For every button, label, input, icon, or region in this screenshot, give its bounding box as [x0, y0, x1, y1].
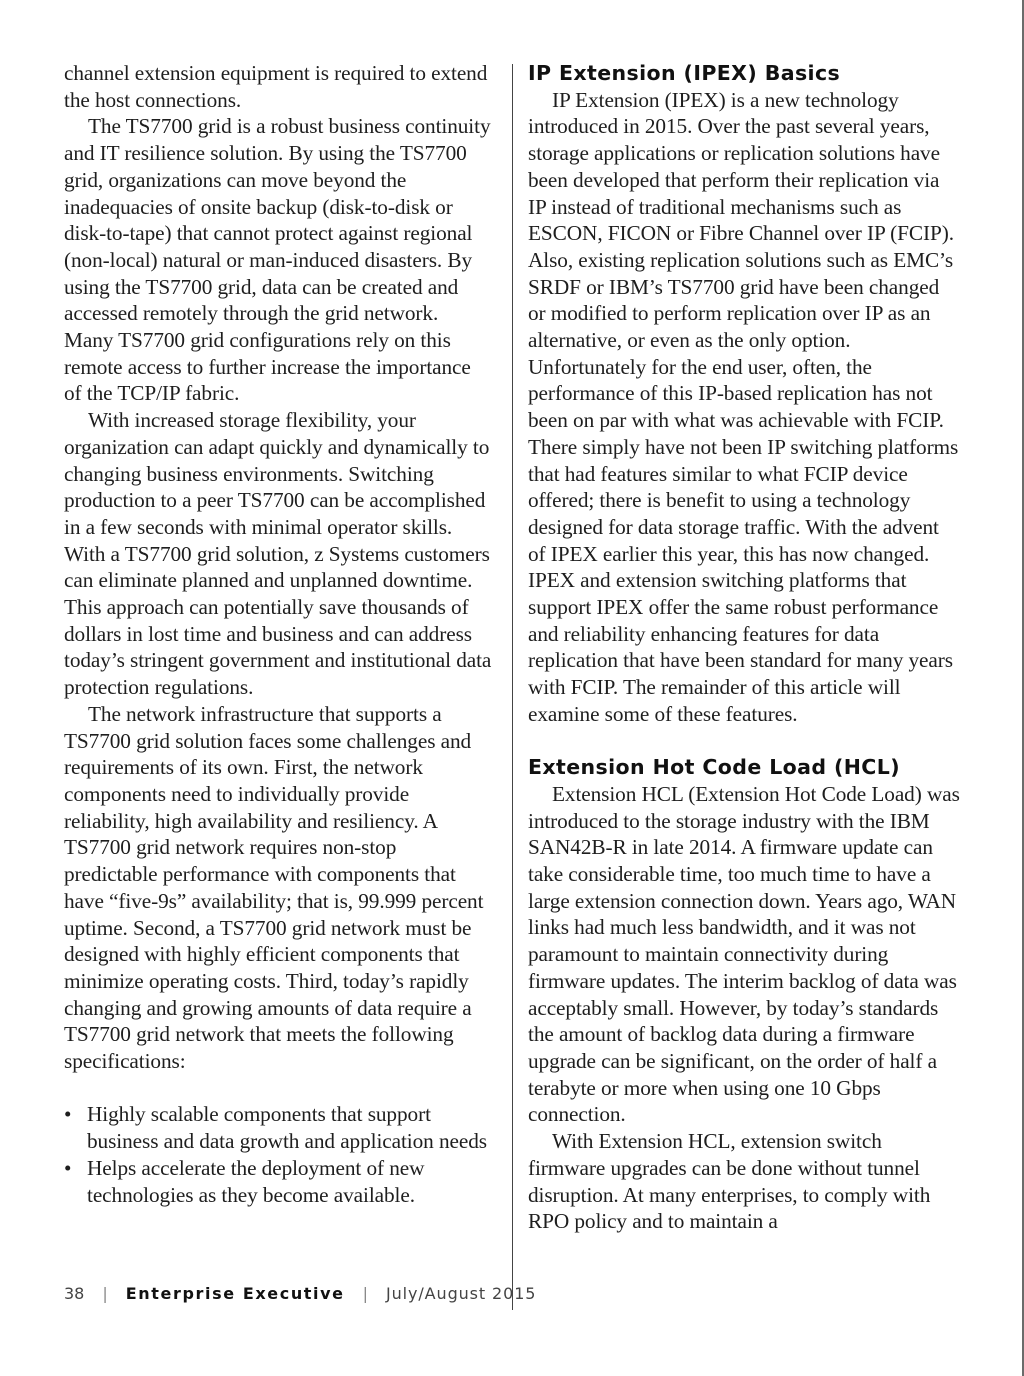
paragraph: With increased storage flexibility, your organization can adapt quickly and dynamically to changing business environments. Switching production to a peer TS7700 can be accomplished in a few seconds with minimal operator skills. With a TS7700 grid solution, z Systems customers can eliminate planned and unplanned downtime. This approach can potentially save thousands of dollars in lost time and business and can address today’s stringent government and institutional data protection regulations. [64, 408, 492, 700]
page-number: 38 [64, 1283, 85, 1303]
list-item-text: Highly scalable components that support business and data growth and application needs [87, 1102, 487, 1154]
section-heading-ipex: IP Extension (IPEX) Basics [528, 61, 841, 85]
list-item-text: Helps accelerate the deployment of new technologies as they become available. [87, 1155, 425, 1207]
issue-date: July/August 2015 [386, 1283, 537, 1303]
left-column [64, 60, 492, 1208]
bullet-icon: • [64, 1155, 72, 1180]
footer-separator: | [102, 1283, 108, 1303]
list-item [64, 1155, 492, 1208]
footer-separator: | [362, 1283, 369, 1303]
paragraph: The TS7700 grid is a robust business continuity and IT resilience solution. By using the TS7700 grid, organizations can move beyond the inadequacies of onsite backup (disk-to-disk or disk-to-tape) that cannot protect against regional (non-local) natural or man-induced disasters. By using the TS7700 grid, data can be created and accessed remotely through the grid network. Many TS7700 grid configurations rely on this remote access to further increase the importance of the TCP/IP fabric. [64, 114, 491, 406]
list-item [64, 1101, 492, 1154]
bullet-icon: • [64, 1102, 72, 1127]
page-footer [64, 1278, 536, 1308]
spacer [528, 728, 960, 755]
paragraph: With Extension HCL, extension switch firmware upgrades can be done without tunnel disruption. At many enterprises, to comply with RPO policy and to maintain a [528, 1129, 931, 1234]
paragraph: channel extension equipment is required to extend the host connections. [64, 61, 488, 112]
paragraph: Extension HCL (Extension Hot Code Load) was introduced to the storage industry with the IBM SAN42B-R in late 2014. A firmware update can take considerable time, too much time to have a large extension connection down. Years ago, WAN links had much less bandwidth, and it was not paramount to maintain connectivity during firmware updates. The interim backlog of data was acceptably small. However, by today’s standards the amount of backlog data during a firmware upgrade can be significant, on the order of half a terabyte or more when using one 10 Gbps connection. [528, 781, 960, 1127]
right-column [528, 60, 960, 1235]
paragraph: The network infrastructure that supports a TS7700 grid solution faces some challenges and requirements of its own. First, the network components need to individually provide reliability, high availability and resiliency. A TS7700 grid network requires non-stop predictable performance with components that have “five-9s” availability; that is, 99.999 percent uptime. Second, a TS7700 grid network must be designed with highly efficient components that minimize operating costs. Third, today’s rapidly changing and growing amounts of data require a TS7700 grid network that meets the following specifications: [64, 701, 484, 1074]
bullet-list [64, 1101, 492, 1208]
magazine-title: Enterprise Executive [125, 1283, 345, 1303]
section-heading-hcl: Extension Hot Code Load (HCL) [528, 755, 900, 780]
paragraph: IP Extension (IPEX) is a new technology introduced in 2015. Over the past several years, storage applications or replication solutions have been developed that perform their replication via IP instead of traditional mechanisms such as ESCON, FICON or Fibre Channel over IP (FCIP). Also, existing replication solutions such as EMC’s SRDF or IBM’s TS7700 grid have been changed or modified to perform replication over IP as an alternative, or even as the only option. Unfortunately for the end user, often, the performance of this IP-based replication has not been on par with what was achievable with FCIP. There simply have not been IP switching platforms that had features similar to what FCIP device offered; there is benefit to using a technology designed for data storage traffic. With the advent of IPEX earlier this year, this has now changed. IPEX and extension switching platforms that support IPEX offer the same robust performance and reliability enhancing features for data replication that have been standard for many years with FCIP. The remainder of this article will examine some of these features. [528, 87, 959, 726]
column-divider [512, 64, 513, 1310]
spacer [64, 1075, 492, 1102]
